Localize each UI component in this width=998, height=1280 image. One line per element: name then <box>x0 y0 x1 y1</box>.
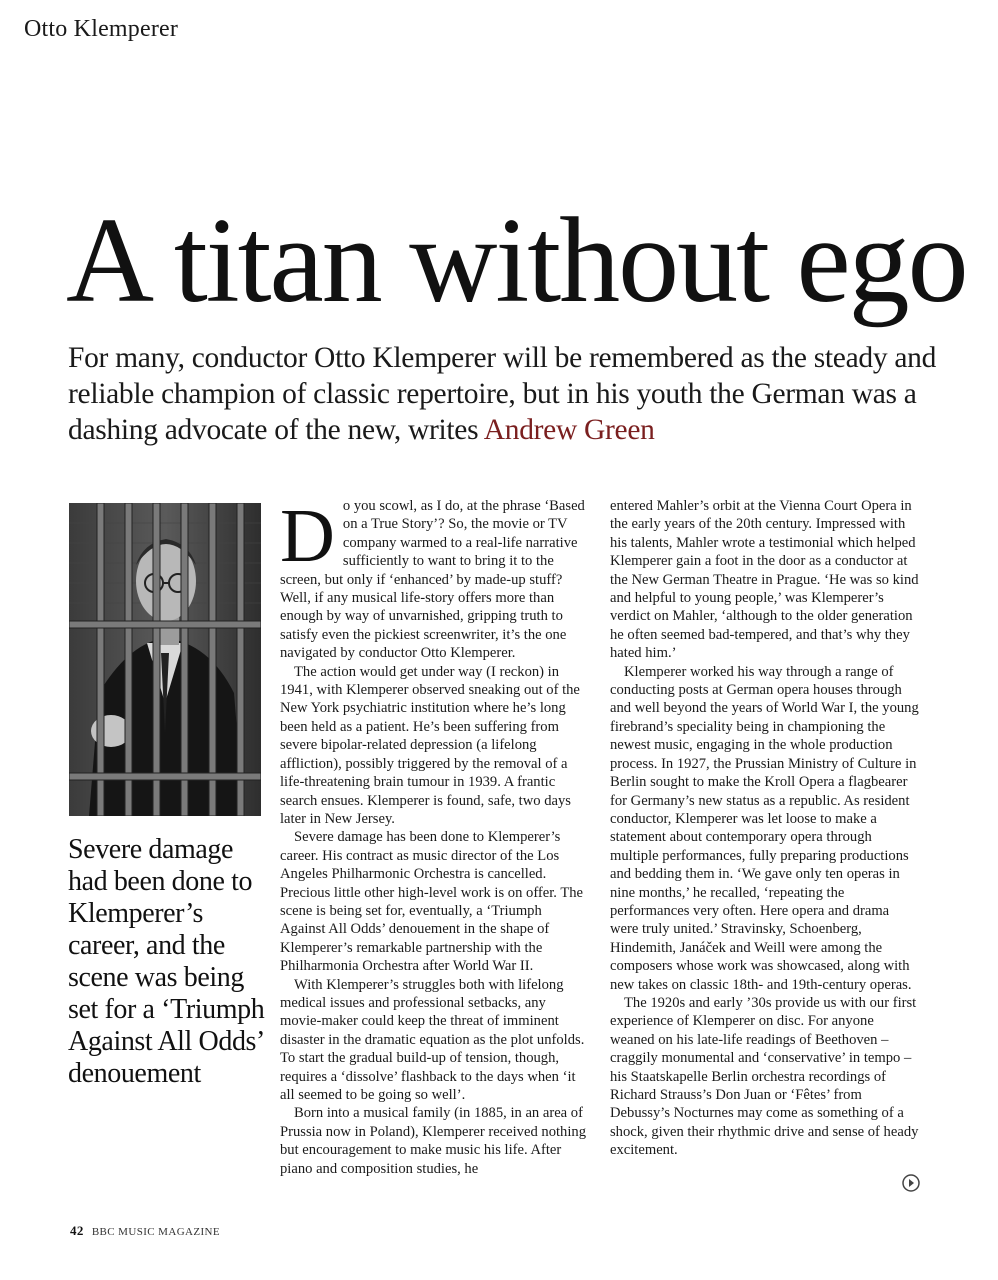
headline: A titan without ego <box>66 193 967 328</box>
section-label: Otto Klemperer <box>24 16 179 42</box>
page-number: 42 <box>70 1223 84 1238</box>
drop-cap: D <box>280 494 335 578</box>
page-footer <box>70 1223 220 1239</box>
article-paragraph: Born into a musical family (in 1885, in an area of Prussia now in Poland), Klemperer received nothing but encouragement to make music his life. After piano and composition studies, he <box>280 1105 586 1177</box>
standfirst-text: For many, conductor Otto Klemperer will be remembered as the steady and reliable champion of classic repertoire, but in his youth the German was a dashing advocate of the new, writes <box>68 342 937 446</box>
klemperer-photo <box>69 503 261 816</box>
article-column-2 <box>610 497 920 1160</box>
publication-name: BBC MUSIC MAGAZINE <box>91 1226 221 1238</box>
article-paragraph <box>280 494 590 663</box>
article-paragraph: With Klemperer’s struggles both with lifelong medical issues and professional setbacks, any movie-maker could keep the threat of imminent disaster in the dramatic equation as the plot unfolds. To start the gradual build-up of tension, though, requires a ‘dissolve’ flashback to the days when ‘it all seemed to be going so well’. <box>280 976 585 1103</box>
article-paragraph: Severe damage has been done to Klemperer’s career. His contract as music director of the Los Angeles Philharmonic Orchestra is cancelled. Precious little other high-level work is on offer. The scene is being set for, eventually, a ‘Triumph Against All Odds’ denouement in the shape of Klemperer’s remarkable partnership with the Philharmonia Orchestra after World War II. <box>280 829 584 975</box>
article-paragraph: The action would get under way (I reckon) in 1941, with Klemperer observed sneaking out of the New York psychiatric institution where he’s long been held as a patient. He’s been suffering from severe bipolar-related depression (a lifelong affliction), possibly triggered by the removal of a life-threatening brain tumour in 1939. A frantic search ensues. Klemperer is found, safe, two days later in New Jersey. <box>280 663 580 827</box>
arrow-right-circle-icon <box>902 1174 920 1192</box>
article-paragraph: The 1920s and early ’30s provide us with our first experience of Klemperer on disc. For anyone weaned on his late-life readings of Beethoven – craggily monumental and ‘conservative’ in tempo – his Staatskapelle Berlin orchestra recordings of Richard Strauss’s Don Juan or ‘Fêtes’ from Debussy’s Nocturnes may come as something of a shock, given their rhythmic drive and sense of heady excitement. <box>610 994 919 1159</box>
article-column-1 <box>280 494 590 1178</box>
standfirst <box>68 340 948 448</box>
paragraph-text: o you scowl, as I do, at the phrase ‘Based on a True Story’? So, the movie or TV company warmed to a real-life narrative sufficiently to want to bring it to the screen, but only if ‘enhanced’ by made-up stuff? Well, if any musical life-story offers more than enough by way of unvarnished, gripping truth to satisfy even the pickiest screenwriter, it’s the one navigated by conductor Otto Klemperer. <box>280 498 585 662</box>
article-paragraph: Klemperer worked his way through a range of conducting posts at German opera houses through and well beyond the years of World War I, the young firebrand’s speciality being in championing the newest music, engaging in the whole production process. In 1927, the Prussian Ministry of Culture in Berlin sought to make the Kroll Opera a flagbearer for Germany’s new status as a republic. As resident conductor, Klemperer was let loose to make a statement about contemporary opera through multiple performances, fully preparing productions and bedding them in. ‘We gave only ten operas in nine months,’ he recalled, ‘repeating the performances very often. Here opera and drama were truly united.’ Stravinsky, Schoenberg, Hindemith, Janáček and Weill were among the composers whose work was showcased, along with new takes on classic 18th- and 19th-century operas. <box>610 663 919 993</box>
byline-author: Andrew Green <box>483 414 655 446</box>
pull-quote: Severe damage had been done to Klemperer’s career, and the scene was being set for a ‘Triumph Against All Odds’ denouement <box>68 834 265 1089</box>
article-paragraph: entered Mahler’s orbit at the Vienna Court Opera in the early years of the 20th century. Impressed with his talents, Mahler wrote a testimonial which helped Klemperer gain a foot in the door as a conductor at the New German Theatre in Prague. ‘He was so kind and helpful to young people,’ was Klemperer’s verdict on Mahler, ‘although to the older generation he often seemed bad-tempered, and that’s why they hated him.’ <box>610 498 919 662</box>
